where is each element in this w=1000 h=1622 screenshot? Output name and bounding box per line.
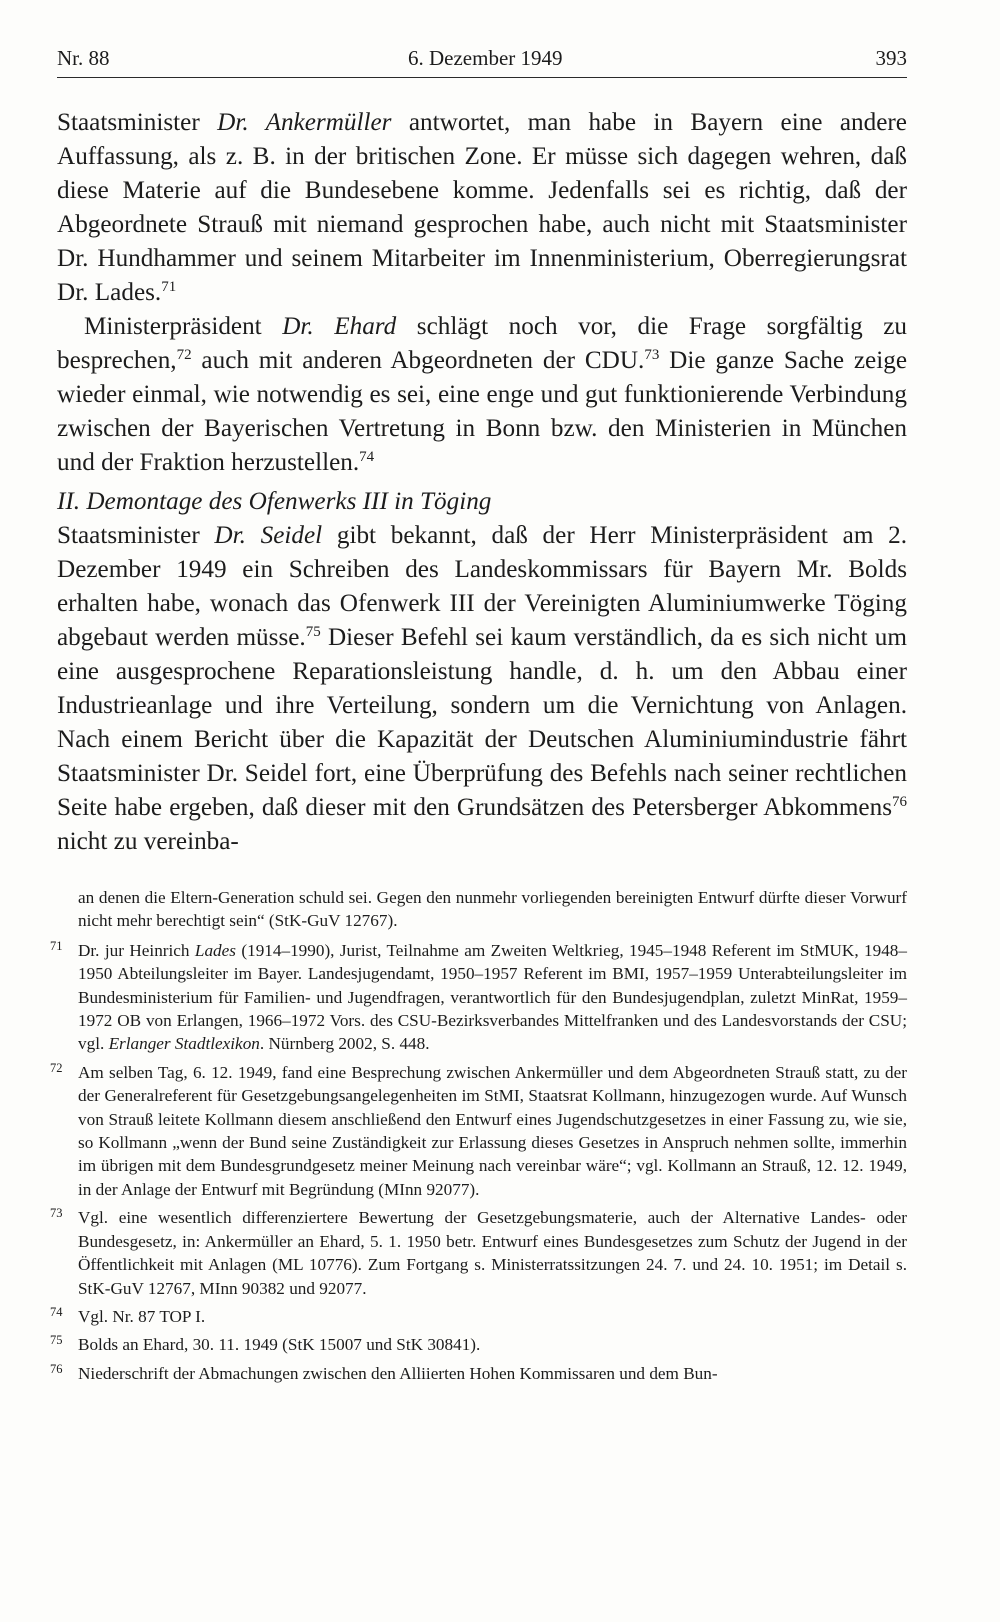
document-number: Nr. 88 xyxy=(57,46,110,70)
footnote-ref[interactable]: 75 xyxy=(305,624,321,640)
footnote-71: 71 Dr. jur Heinrich Lades (1914–1990), Jurist, Teilnahme am Zweiten Weltkrieg, 1945–1948 Referent im StMUK, 1948–1950 Abteilungsleiter im Bayer. Landesjugendamt, 1950–1957 Referent im BMI, 1957–1959 Unterabteilungsleiter im Bundesministerium für Familien- und Jugendfragen, verantwortlich für den Bundesjugendplan, zuletzt MinRat, 1959–1972 OB von Erlangen, 1966–1972 Vors. des CSU-Bezirksverbandes Mittelfranken und des Landesvorstands der CSU; vgl. Erlanger Stadtlexikon. Nürnberg 2002, S. 448. xyxy=(50,939,907,1056)
footnote-72: 72 Am selben Tag, 6. 12. 1949, fand eine Besprechung zwischen Ankermüller und dem Abgeordneten Strauß statt, zu der der Generalreferent für Gesetzgebungsangelegenheiten im StMI, Staatsrat Kollmann, hinzugezogen wurde. Auf Wunsch von Strauß leitete Kollmann diesem anschließend den Entwurf eines Jugendschutzgesetzes in einer Fassung zu, wie sie, so Kollmann „wenn der Bund seine Zuständigkeit zur Erlassung dieses Gesetzes in Anspruch nehmen sollte, immerhin im übrigen mit dem Bundesgrundgesetz meiner Meinung nach vereinbar wäre“; vgl. Kollmann an Strauß, 12. 12. 1949, in der Anlage der Entwurf mit Begründung (MInn 92077). xyxy=(50,1061,907,1201)
footnotes xyxy=(50,886,907,1390)
paragraph-ankermueller: Staatsminister Dr. Ankermüller antwortet, man habe in Bayern eine andere Auffassung, als z. B. in der britischen Zone. Er müsse sich dagegen wehren, daß diese Materie auf die Bundesebene komme. Jedenfalls sei es richtig, daß der Abgeordnete Strauß mit niemand gesprochen habe, auch nicht mit Staatsminister Dr. Hundhammer und seinem Mitarbeiter im Innenministerium, Oberregierungsrat Dr. Lades.$^{71}$ xyxy=(57,109,907,306)
footnote-number: 73 xyxy=(50,1206,63,1221)
footnote-number: 72 xyxy=(50,1060,63,1075)
footnote-number: 74 xyxy=(50,1304,63,1319)
footnote-76: 76 Niederschrift der Abmachungen zwischen den Alliierten Hohen Kommissaren und dem Bun- xyxy=(50,1362,907,1385)
footnote-number: 75 xyxy=(50,1333,63,1348)
footnote-continuation: an denen die Eltern-Generation schuld sei. Gegen den nunmehr vorliegenden bereinigten Entwurf dürfte dieser Vorwurf nicht mehr berechtigt sein“ (StK-GuV 12767). xyxy=(78,888,907,931)
speaker-name: Dr. Seidel xyxy=(214,522,323,549)
footnote-ref[interactable]: 76 xyxy=(892,794,907,810)
speaker-name: Dr. Ankermüller xyxy=(217,109,392,136)
page-number: 393 xyxy=(875,46,907,70)
footnote-73: 73 Vgl. eine wesentlich differenziertere Bewertung der Gesetzgebungsmaterie, auch der Alternative Landes- oder Bundesgesetz, in: Ankermüller an Ehard, 5. 1. 1950 betr. Entwurf eines Bundesgesetzes zum Schutz der Jugend in der Öffentlichkeit mit Anlagen (ML 10776). Zum Fortgang s. Ministerratssitzungen 24. 7. und 24. 10. 1951; im Detail s. StK-GuV 12767, MInn 90382 und 92077. xyxy=(50,1206,907,1300)
footnote-ref[interactable]: 72 xyxy=(176,347,192,363)
paragraph-seidel: Staatsminister Dr. Seidel gibt bekannt, daß der Herr Ministerpräsident am 2. Dezember 1949 ein Schreiben des Landeskommissars für Bayern Mr. Bolds erhalten habe, wonach das Ofenwerk III der Vereinigten Aluminiumwerke Töging abgebaut werden müsse.$^{75}$ Dieser Befehl sei kaum verständlich, da es sich nicht um eine ausgesprochene Reparationsleistung handle, d. h. um den Abbau einer Industrieanlage und ihre Verteilung, sondern um die Vernichtung von Anlagen. Nach einem Bericht über die Kapazität der Deutschen Aluminiumindustrie fährt Staatsminister Dr. Seidel fort, eine Überprüfung des Befehls nach seiner rechtlichen Seite habe ergeben, daß dieser mit den Grundsätzen des Petersberger Abkommens$^{76}$ nicht zu vereinba- xyxy=(57,522,907,855)
footnote-ref[interactable]: 74 xyxy=(359,449,375,465)
footnote-number: 76 xyxy=(50,1361,63,1376)
footnote-ref[interactable]: 73 xyxy=(644,347,660,363)
speaker-name: Dr. Ehard xyxy=(282,313,397,340)
running-header xyxy=(57,46,907,78)
footnote-74: 74 Vgl. Nr. 87 TOP I. xyxy=(50,1305,907,1328)
main-text xyxy=(57,106,907,859)
paragraph-ehard: Ministerpräsident Dr. Ehard schlägt noch vor, die Frage sorgfältig zu besprechen,$^{72}$ auch mit anderen Abgeordneten der CDU.$^{73}$ Die ganze Sache zeige wieder einmal, wie notwendig es sei, eine enge und gut funktionierende Verbindung zwischen der Bayerischen Vertretung in Bonn bzw. den Ministerien in München und der Fraktion herzustellen.$^{74}$ xyxy=(57,313,907,476)
footnote-75: 75 Bolds an Ehard, 30. 11. 1949 (StK 15007 und StK 30841). xyxy=(50,1333,907,1356)
header-rule xyxy=(57,77,907,78)
section-heading: II. Demontage des Ofenwerks III in Töging xyxy=(57,488,492,515)
header-date: 6. Dezember 1949 xyxy=(408,46,563,70)
footnote-number: 71 xyxy=(50,938,63,953)
footnote-ref[interactable]: 71 xyxy=(161,279,177,295)
